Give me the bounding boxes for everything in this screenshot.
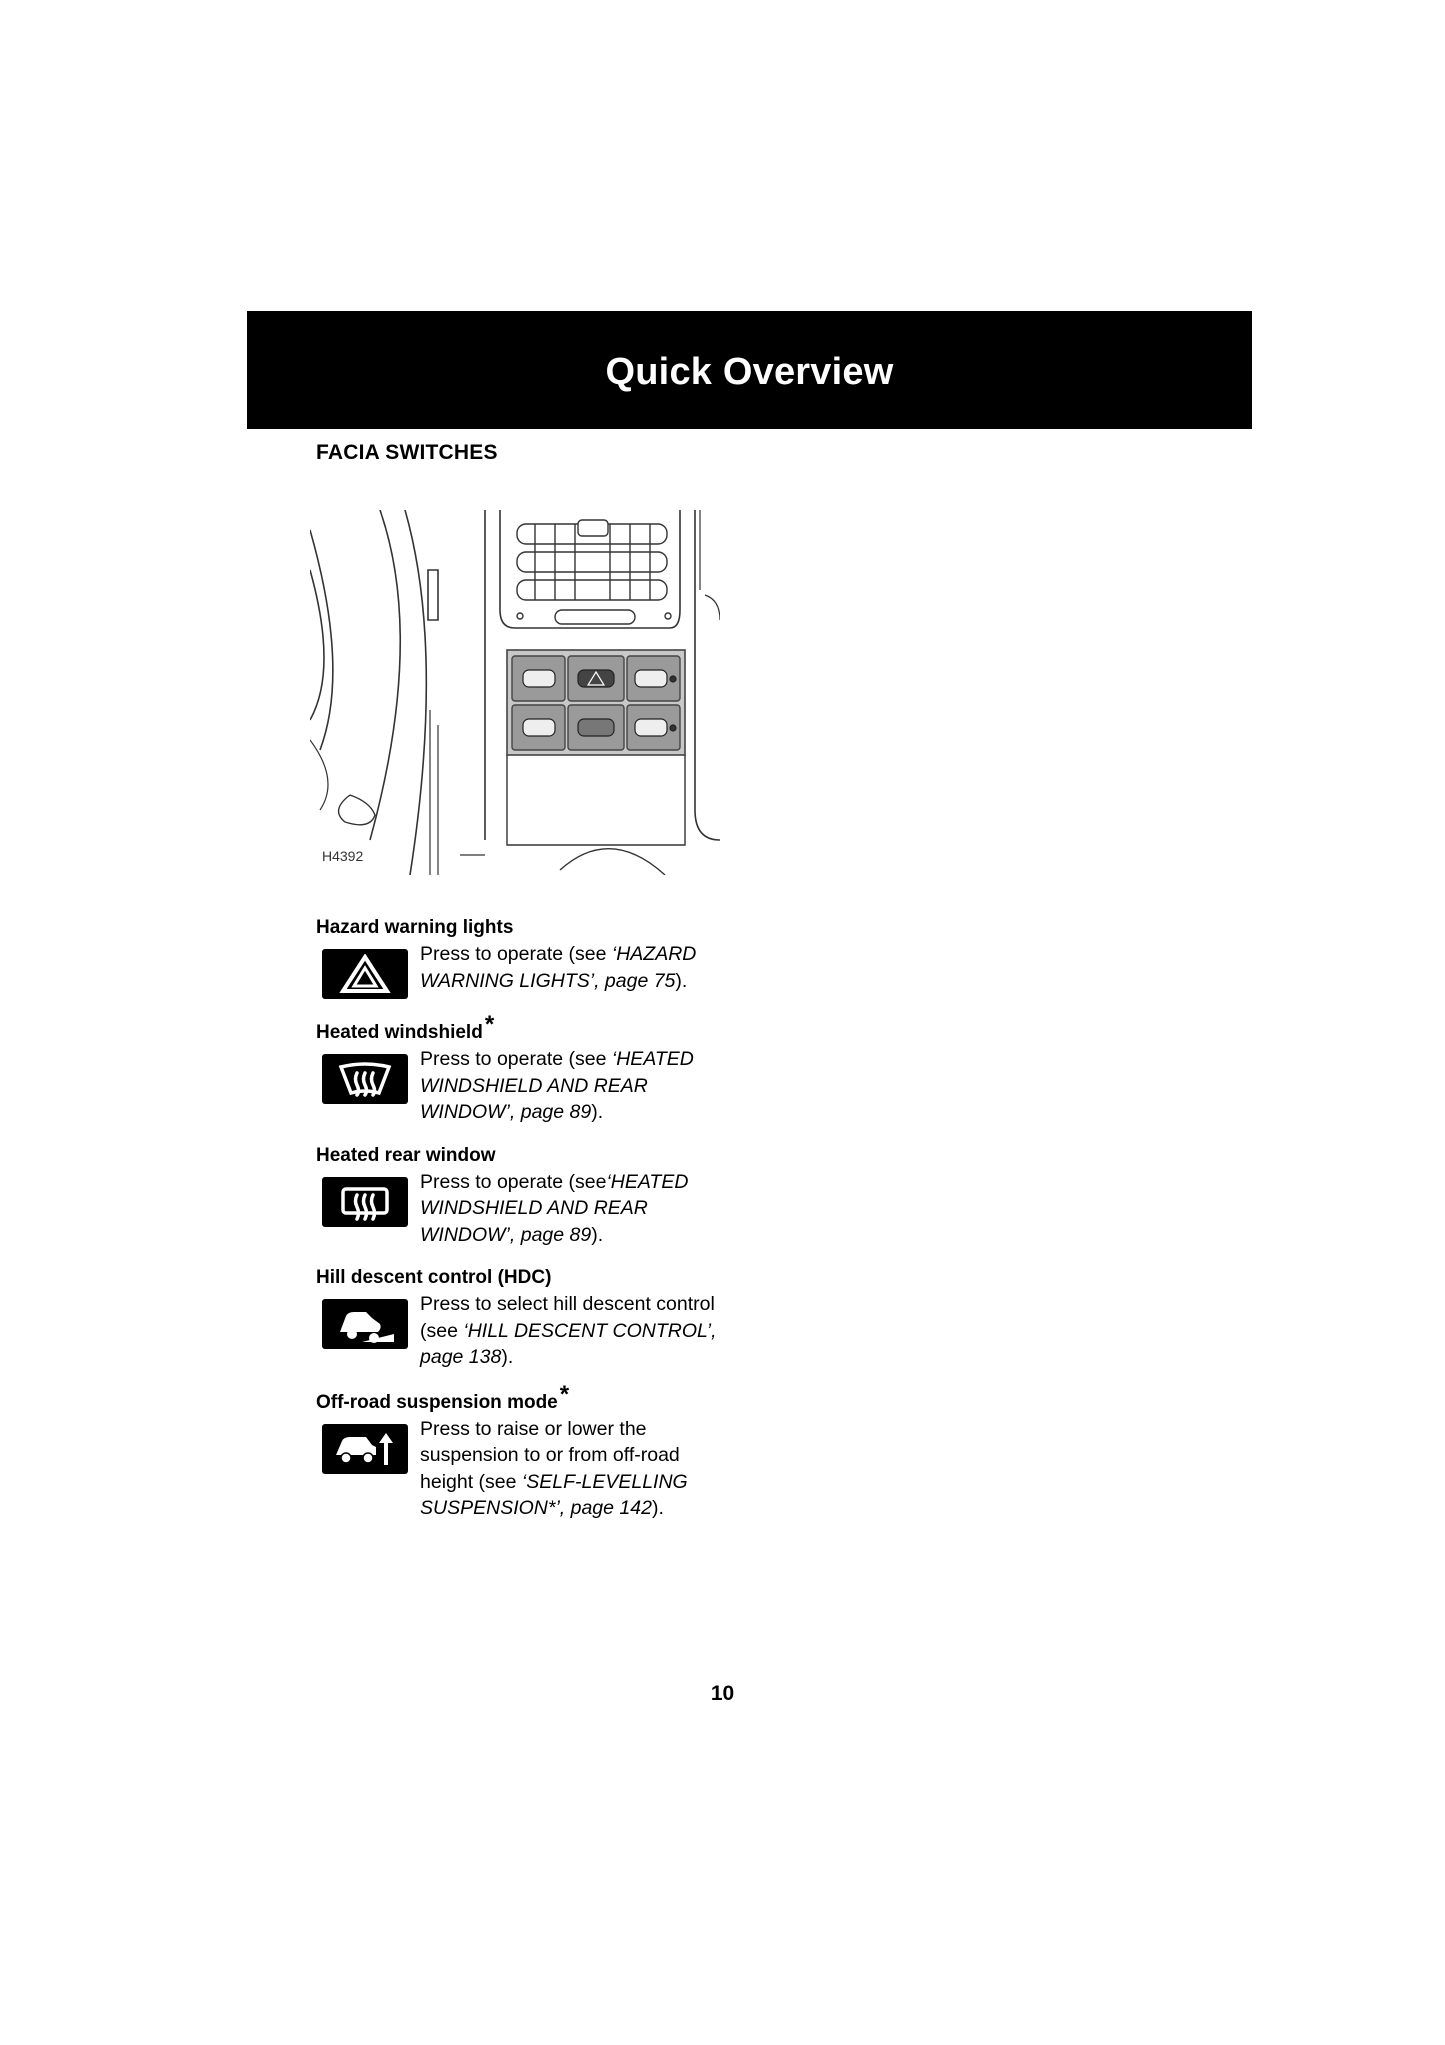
description-text-end: ). [501,1346,514,1368]
optional-feature-marker: * [559,1380,570,1408]
entry-title-text: Hill descent control (HDC) [316,1267,552,1288]
page-reference: ‘HEATED WINDSHIELD AND REAR WINDOW’, page 89 [420,1170,689,1246]
description-text-end: ). [651,1497,664,1519]
entry-title-text: Hazard warning lights [316,917,514,938]
suspension-raise-icon [322,1424,408,1474]
section-title: FACIA SWITCHES [316,441,498,464]
switch-descriptions [316,914,736,1538]
description-text-end: ). [675,969,688,992]
entry-title-text: Heated windshield [316,1022,483,1043]
entry-heated-rear-window [316,1142,736,1249]
entry-description [420,941,736,994]
page-number: 10 [710,1682,735,1705]
entry-body [316,1291,736,1371]
optional-feature-marker: * [484,1011,495,1038]
page-reference: ‘HILL DESCENT CONTROL’, page 138 [420,1319,717,1368]
page-reference: ‘HAZARD WARNING LIGHTS’, page 75 [420,943,697,992]
entry-description [420,1416,736,1522]
facia-switches-illustration [310,510,720,875]
description-text: Press to select hill descent control (see [420,1293,715,1342]
entry-body [316,1416,736,1522]
entry-off-road-suspension [316,1380,736,1522]
entry-title [316,1264,736,1291]
description-text: Press to operate (see [420,1170,607,1193]
entry-title [316,914,736,941]
entry-description [420,1046,736,1126]
page-reference: ‘SELF-LEVELLING SUSPENSION*’, page 142 [420,1470,688,1519]
hill-descent-icon [322,1299,408,1349]
description-text-end: ). [591,1223,604,1246]
entry-title [316,1380,736,1416]
entry-title-text: Heated rear window [316,1144,496,1166]
entry-heated-windshield [316,1011,736,1126]
heated-windshield-icon [322,1054,408,1104]
description-text-end: ). [591,1101,604,1123]
entry-title-text: Off-road suspension mode [316,1391,558,1413]
entry-description [420,1169,736,1249]
entry-title [316,1011,736,1046]
entry-hazard-warning-lights [316,914,736,1001]
entry-title [316,1142,736,1169]
chapter-title: Quick Overview [605,350,894,393]
description-text: Press to raise or lower the suspension to or from off-road height (see [420,1417,680,1493]
hazard-warning-icon [322,949,408,999]
figure-label: H4392 [322,848,364,864]
entry-body [316,1046,736,1126]
chapter-banner [247,311,1252,429]
entry-description [420,1291,736,1371]
heated-rear-window-icon [322,1177,408,1227]
description-text: Press to operate (see [420,943,612,965]
entry-body [316,941,736,1001]
description-text: Press to operate (see [420,1048,612,1070]
page-reference: ‘HEATED WINDSHIELD AND REAR WINDOW’, page 89 [420,1048,694,1123]
entry-hill-descent-control [316,1264,736,1371]
entry-body [316,1169,736,1249]
